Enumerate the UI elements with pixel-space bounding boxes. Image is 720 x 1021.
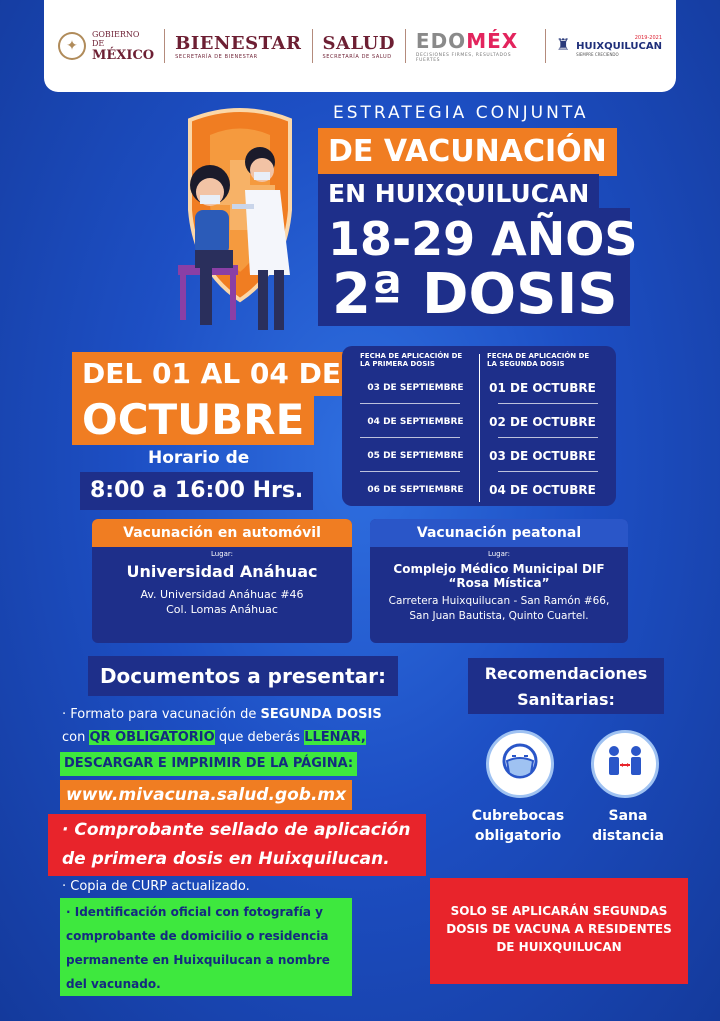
- table-cell-second: 03 DE OCTUBRE: [489, 448, 596, 463]
- bienestar-subtext: SECRETARÍA DE BIENESTAR: [175, 53, 258, 60]
- divider: [164, 29, 165, 63]
- venue-walk-name1: Complejo Médico Municipal DIF: [393, 562, 605, 576]
- venue-walk-address1: Carretera Huixquilucan - San Ramón #66,: [388, 595, 610, 607]
- doc-id-residence: [60, 898, 352, 996]
- mask-label-line2: obligatorio: [474, 828, 562, 844]
- venue-car-lugar: Lugar:: [210, 550, 234, 558]
- warning-line3: DE HUIXQUILUCAN: [496, 940, 622, 954]
- edomex-text-b: MÉX: [466, 29, 519, 53]
- title-age-dose-block: [318, 208, 638, 327]
- date-range: DEL 01 AL 04 DE: [72, 352, 351, 396]
- table-header-second-dose: FECHA DE APLICACIÓN DE LA SEGUNDA DOSIS: [487, 352, 590, 368]
- venue-walk-heading: Vacunación peatonal: [370, 519, 628, 547]
- recommendations-title: [468, 658, 664, 714]
- residents-only-warning: [430, 878, 688, 984]
- documents-title: Documentos a presentar:: [88, 656, 398, 696]
- social-distance-icon: [591, 730, 659, 798]
- distance-label: [580, 806, 676, 846]
- schedule-hours: 8:00 a 16:00 Hrs.: [80, 472, 313, 510]
- venue-car-name: Universidad Anáhuac: [126, 562, 318, 581]
- venue-car-card: [92, 519, 352, 643]
- doc-item1-text: que deberás: [214, 730, 305, 745]
- date-month: OCTUBRE: [72, 395, 314, 445]
- divider: [405, 29, 406, 63]
- doc-id-line4: del vacunado.: [66, 977, 161, 991]
- table-cell-first: 06 DE SEPTIEMBRE: [367, 484, 464, 495]
- salud-subtext: SECRETARÍA DE SALUD: [322, 53, 392, 60]
- doc-item1-text: · Formato para vacunación de: [62, 707, 261, 722]
- gobierno-mexico-logo: [58, 30, 154, 63]
- schedule-label: Horario de: [148, 448, 250, 468]
- doc-item1-emphasis: SEGUNDA DOSIS: [260, 707, 382, 722]
- table-cell-first: 04 DE SEPTIEMBRE: [367, 416, 464, 427]
- mask-label-line1: Cubrebocas: [471, 808, 565, 824]
- dose-date-table: [342, 346, 616, 506]
- doc-item1-line1: [62, 705, 382, 725]
- title-de-vacunacion: DE VACUNACIÓN: [318, 128, 617, 176]
- venue-walk-name2: “Rosa Mística”: [448, 576, 550, 590]
- huix-slogan: SIEMPRE CRECIENDO: [576, 52, 619, 57]
- table-row-divider: [360, 471, 460, 472]
- venue-car-address2: Col. Lomas Anáhuac: [166, 603, 278, 616]
- doc-item1-text: con: [62, 730, 90, 745]
- warning-line2: DOSIS DE VACUNA A RESIDENTES: [446, 922, 672, 936]
- doc-item1-line2: [62, 728, 366, 748]
- table-cell-second: 04 DE OCTUBRE: [489, 482, 596, 497]
- table-row-divider: [498, 471, 598, 472]
- divider: [312, 29, 313, 63]
- strategy-subtitle: ESTRATEGIA CONJUNTA: [333, 103, 589, 123]
- venue-walk-lugar: Lugar:: [487, 550, 511, 558]
- doc-id-line3: permanente en Huixquilucan a nombre: [66, 953, 330, 967]
- doc-proof-first-dose: [48, 814, 426, 876]
- venue-walk-address2: San Juan Bautista, Quinto Cuartel.: [409, 610, 589, 622]
- eagle-seal-icon: ✦: [58, 32, 86, 60]
- doc-fill-highlight: LLENAR,: [304, 730, 366, 745]
- vaccine-website-url: www.mivacuna.salud.gob.mx: [60, 780, 352, 810]
- doc-proof-line2: de primera dosis en Huixquilucan.: [62, 849, 390, 869]
- salud-text: SALUD: [322, 32, 395, 54]
- person-icon: ♜: [556, 35, 571, 54]
- table-header-first-dose: FECHA DE APLICACIÓN DE LA PRIMERA DOSIS: [360, 352, 463, 368]
- rec-title-line2: Sanitarias:: [517, 690, 615, 709]
- huix-name: HUIXQUILUCAN: [576, 41, 663, 52]
- table-row-divider: [498, 437, 598, 438]
- table-cell-second: 01 DE OCTUBRE: [489, 380, 596, 395]
- header-logos-bar: [44, 0, 676, 92]
- table-cell-first: 03 DE SEPTIEMBRE: [367, 382, 464, 393]
- doc-curp: · Copia de CURP actualizado.: [62, 879, 250, 894]
- gobierno-line1: GOBIERNO DE: [91, 29, 140, 48]
- bienestar-logo: [175, 33, 301, 60]
- table-cell-second: 02 DE OCTUBRE: [489, 414, 596, 429]
- mask-label: [466, 806, 570, 846]
- edomex-text-a: EDO: [415, 29, 467, 53]
- table-row-divider: [498, 403, 598, 404]
- venue-car-heading: Vacunación en automóvil: [92, 519, 352, 547]
- distance-label-line2: distancia: [592, 828, 664, 844]
- distance-label-line1: Sana: [608, 808, 648, 824]
- venue-walk-card: [370, 519, 628, 643]
- warning-line1: SOLO SE APLICARÁN SEGUNDAS: [450, 904, 668, 918]
- edomex-subtext: DECISIONES FIRMES, RESULTADOS FUERTES: [415, 53, 512, 63]
- doc-proof-line1: · Comprobante sellado de aplicación: [62, 820, 411, 840]
- huixquilucan-logo: [556, 35, 662, 57]
- title-dose: 2ª DOSIS: [332, 262, 618, 327]
- table-row-divider: [360, 403, 460, 404]
- venue-car-address1: Av. Universidad Anáhuac #46: [140, 588, 304, 601]
- title-ages: 18-29 AÑOS: [328, 212, 638, 266]
- edomex-logo: [416, 29, 535, 63]
- salud-logo: [322, 33, 394, 60]
- table-cell-first: 05 DE SEPTIEMBRE: [367, 450, 464, 461]
- bienestar-text: BIENESTAR: [175, 32, 302, 54]
- face-mask-icon: [486, 730, 554, 798]
- doc-download-highlight: DESCARGAR E IMPRIMIR DE LA PÁGINA:: [60, 752, 357, 776]
- table-row-divider: [360, 437, 460, 438]
- vaccination-illustration: [150, 100, 325, 340]
- table-divider: [479, 354, 480, 502]
- doc-id-line1: · Identificación oficial con fotografía y: [66, 905, 323, 919]
- divider: [545, 29, 546, 63]
- title-en-huixquilucan: EN HUIXQUILUCAN: [318, 174, 599, 214]
- rec-title-line1: Recomendaciones: [484, 664, 648, 683]
- huix-years: 2019-2021: [634, 35, 663, 41]
- doc-qr-highlight: QR OBLIGATORIO: [89, 730, 215, 745]
- gobierno-line2: MÉXICO: [91, 47, 155, 63]
- doc-id-line2: comprobante de domicilio o residencia: [66, 929, 329, 943]
